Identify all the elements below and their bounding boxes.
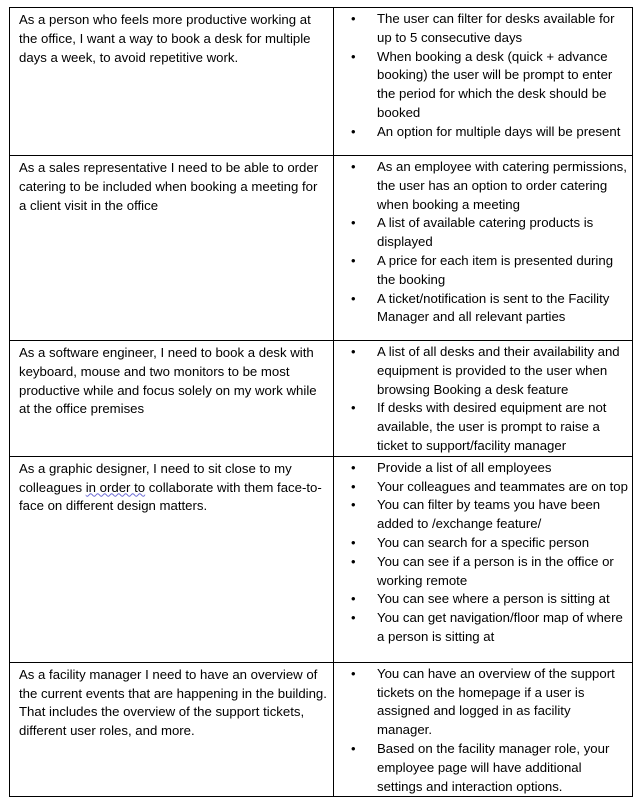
user-story-text: As a sales representative I need to be able to order catering to be included when booking a meeting for a client visit in the office	[19, 160, 319, 213]
acceptance-criteria-list	[334, 457, 632, 647]
list-item: • Your colleagues and teammates are on top	[334, 478, 628, 497]
list-item: • As an employee with catering permissions, the user has an option to order catering when booking a meeting	[334, 158, 628, 214]
user-story-cell	[10, 341, 334, 457]
user-story-text-part: collaborate with them face-to-face on different design matters.	[19, 479, 322, 514]
acceptance-criteria-list	[334, 341, 632, 456]
list-item: • When booking a desk (quick + advance booking) the user will be prompt to enter the period for which the desk should be booked	[334, 48, 628, 123]
user-story-text-part: As a graphic designer, I need to sit close to my colleagues	[19, 460, 292, 495]
list-item: • A list of available catering products is displayed	[334, 214, 628, 252]
acceptance-criteria-cell	[334, 8, 633, 156]
acceptance-criteria-list	[334, 8, 632, 142]
list-item: • You can see if a person is in the office or working remote	[334, 553, 628, 591]
list-item: • You can search for a specific person	[334, 534, 628, 553]
table-row	[10, 8, 633, 156]
list-item: • Provide a list of all employees	[334, 459, 628, 478]
acceptance-criteria-list	[334, 663, 632, 797]
acceptance-criteria-cell	[334, 456, 633, 662]
acceptance-criteria-cell	[334, 156, 633, 341]
table-row	[10, 662, 633, 797]
user-story-cell	[10, 456, 334, 662]
user-story-cell	[10, 8, 334, 156]
list-item: • Based on the facility manager role, your employee page will have additional settings and interaction options.	[334, 740, 628, 796]
acceptance-criteria-list	[334, 156, 632, 327]
spellcheck-underlined-phrase: in order to	[85, 479, 146, 495]
acceptance-criteria-cell	[334, 341, 633, 457]
acceptance-criteria-cell	[334, 662, 633, 797]
list-item: • The user can filter for desks available for up to 5 consecutive days	[334, 10, 628, 48]
list-item: • You can filter by teams you have been added to /exchange feature/	[334, 496, 628, 534]
user-story-text	[10, 457, 333, 516]
list-item: • You can have an overview of the support tickets on the homepage if a user is assigned and logged in as facility manager.	[334, 665, 628, 740]
list-item: • A price for each item is presented during the booking	[334, 252, 628, 290]
user-story-cell	[10, 156, 334, 341]
table-row	[10, 341, 633, 457]
user-story-text: As a person who feels more productive working at the office, I want a way to book a desk for multiple days a week, to avoid repetitive work.	[19, 12, 311, 65]
user-stories-table	[9, 7, 633, 797]
list-item: • An option for multiple days will be present	[334, 123, 628, 142]
table-row	[10, 156, 633, 341]
list-item: • If desks with desired equipment are not available, the user is prompt to raise a ticket to support/facility manager	[334, 399, 628, 455]
table-row	[10, 456, 633, 662]
user-story-text: As a software engineer, I need to book a desk with keyboard, mouse and two monitors to be most productive while and focus solely on my work while at the office premises	[19, 345, 317, 417]
list-item: • You can get navigation/floor map of where a person is sitting at	[334, 609, 628, 647]
list-item: • A ticket/notification is sent to the Facility Manager and all relevant parties	[334, 290, 628, 328]
list-item: • You can see where a person is sitting at	[334, 590, 628, 609]
list-item: • A list of all desks and their availability and equipment is provided to the user when browsing Booking a desk feature	[334, 343, 628, 399]
user-story-text: As a facility manager I need to have an overview of the current events that are happening in the building. That includes the overview of the support tickets, different user roles, and more.	[19, 666, 327, 739]
user-story-cell	[10, 662, 334, 797]
